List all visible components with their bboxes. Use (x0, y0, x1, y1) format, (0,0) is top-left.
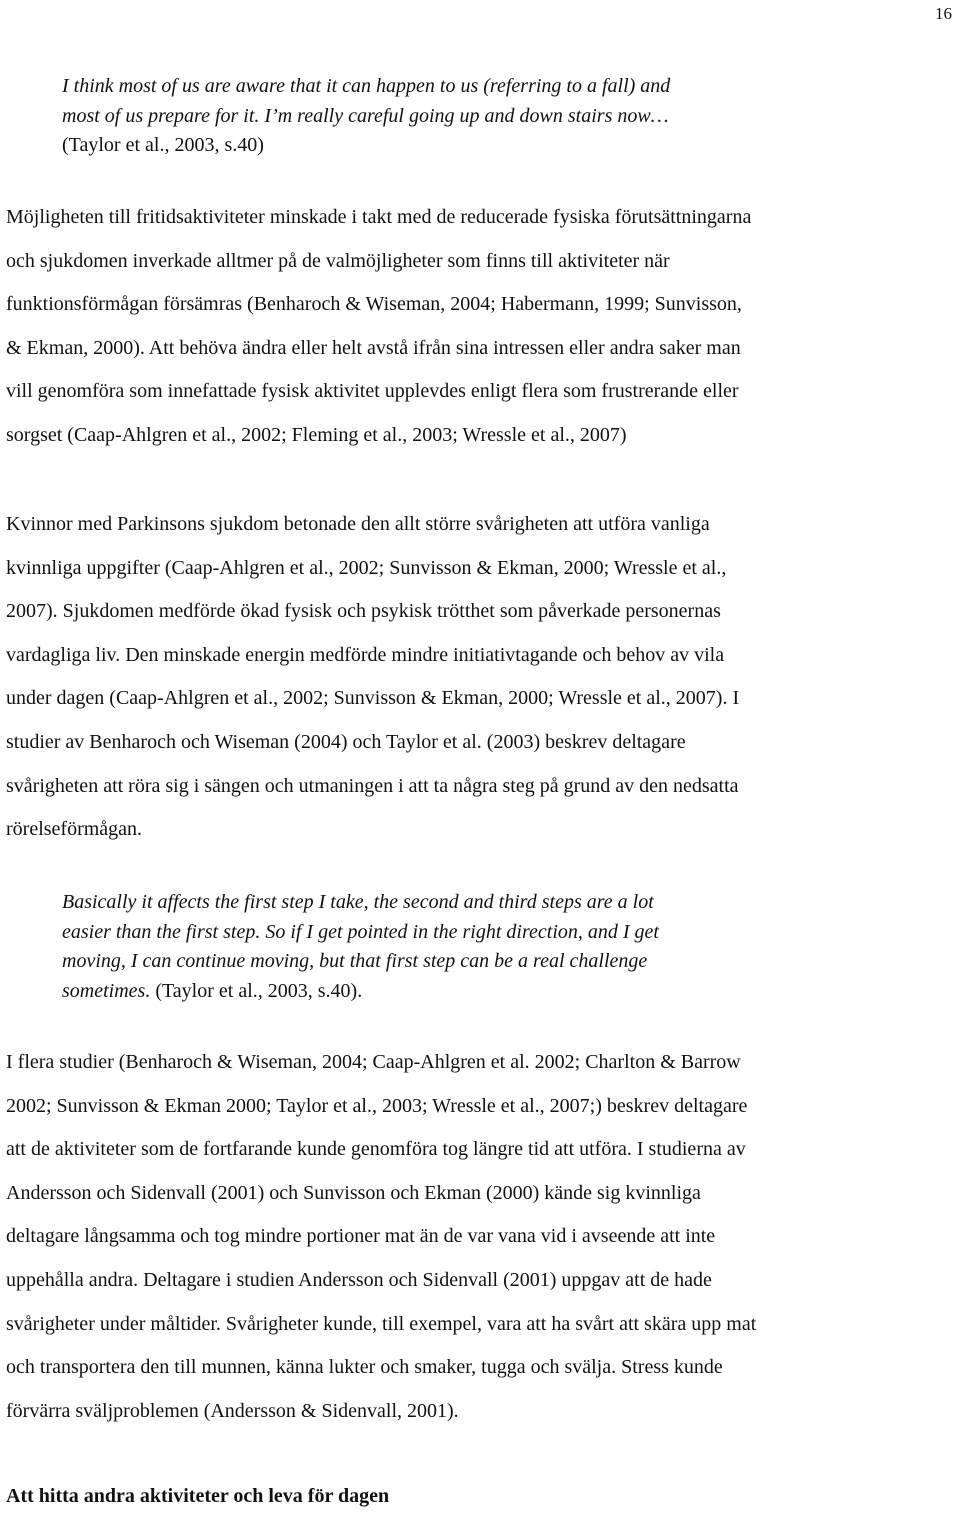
page-number: 16 (935, 4, 952, 23)
quote-line: easier than the first step. So if I get pointed in the right direction, and I get (62, 920, 659, 943)
paragraph-line: förvärra sväljproblemen (Andersson & Sidenvall, 2001). (6, 1399, 459, 1422)
paragraph-line: att de aktiviteter som de fortfarande kunde genomföra tog längre tid att utföra. I studierna av (6, 1138, 746, 1161)
quote-line: moving, I can continue moving, but that first step can be a real challenge (62, 950, 648, 972)
quote-line: Basically it affects the first step I take, the second and third steps are a lot (62, 891, 654, 913)
quote-citation: (Taylor et al., 2003, s.40). (150, 979, 363, 1002)
paragraph-line: funktionsförmågan försämras (Benharoch & Wiseman, 2004; Habermann, 1999; Sunvisson, (6, 293, 742, 316)
paragraph-line: & Ekman, 2000). Att behöva ändra eller helt avstå ifrån sina intressen eller andra saker man (6, 336, 741, 359)
paragraph-line: och sjukdomen inverkade alltmer på de valmöjligheter som finns till aktiviteter när (6, 249, 670, 272)
block-quote-1 (62, 72, 862, 161)
quote-line: most of us prepare for it. I’m really careful going up and down stairs now… (62, 104, 669, 127)
paragraph-line: studier av Benharoch och Wiseman (2004) och Taylor et al. (2003) beskrev deltagare (6, 730, 686, 753)
paragraph-line: och transportera den till munnen, känna lukter och smaker, tugga och svälja. Stress kunde (6, 1356, 723, 1379)
paragraph-2 (6, 503, 956, 852)
paragraph-line: uppehålla andra. Deltagare i studien Andersson och Sidenvall (2001) uppgav att de hade (6, 1268, 712, 1291)
paragraph-line: under dagen (Caap-Ahlgren et al., 2002; Sunvisson & Ekman, 2000; Wressle et al., 2007). I (6, 687, 740, 710)
quote-citation: (Taylor et al., 2003, s.40) (62, 134, 264, 156)
block-quote-2 (62, 888, 862, 1006)
paragraph-line: Kvinnor med Parkinsons sjukdom betonade den allt större svårigheten att utföra vanliga (6, 513, 710, 535)
paragraph-line: vardagliga liv. Den minskade energin medförde mindre initiativtagande och behov av vila (6, 643, 725, 666)
paragraph-line: Möjligheten till fritidsaktiviteter minskade i takt med de reducerade fysiska förutsättningarna (6, 206, 752, 228)
quote-last-line (62, 977, 862, 1007)
quote-last-words: sometimes. (62, 979, 151, 1002)
quote-line: I think most of us are aware that it can happen to us (referring to a fall) and (62, 75, 671, 97)
paragraph-line: vill genomföra som innefattade fysisk aktivitet upplevdes enligt flera som frustrerande eller (6, 380, 739, 403)
paragraph-line: 2002; Sunvisson & Ekman 2000; Taylor et al., 2003; Wressle et al., 2007;) beskrev deltagare (6, 1094, 748, 1117)
paragraph-line: rörelseförmågan. (6, 818, 143, 841)
paragraph-line: I flera studier (Benharoch & Wiseman, 2004; Caap-Ahlgren et al. 2002; Charlton & Barrow (6, 1051, 741, 1073)
section-heading: Att hitta andra aktiviteter och leva för dagen (6, 1485, 390, 1507)
paragraph-line: deltagare långsamma och tog mindre portioner mat än de var vana vid i avseende att inte (6, 1225, 716, 1248)
paragraph-line: svårigheten att röra sig i sängen och utmaningen i att ta några steg på grund av den nedsatta (6, 774, 739, 797)
paragraph-1 (6, 196, 956, 458)
paragraph-3 (6, 1041, 956, 1433)
paragraph-line: kvinnliga uppgifter (Caap-Ahlgren et al., 2002; Sunvisson & Ekman, 2000; Wressle et al., (6, 556, 727, 579)
paragraph-line: Andersson och Sidenvall (2001) och Sunvisson och Ekman (2000) kände sig kvinnliga (6, 1181, 701, 1204)
paragraph-line: svårigheter under måltider. Svårigheter kunde, till exempel, vara att ha svårt att skära upp mat (6, 1312, 757, 1335)
paragraph-line: 2007). Sjukdomen medförde ökad fysisk och psykisk trötthet som påverkade personernas (6, 600, 721, 623)
paragraph-line: sorgset (Caap-Ahlgren et al., 2002; Fleming et al., 2003; Wressle et al., 2007) (6, 423, 627, 446)
